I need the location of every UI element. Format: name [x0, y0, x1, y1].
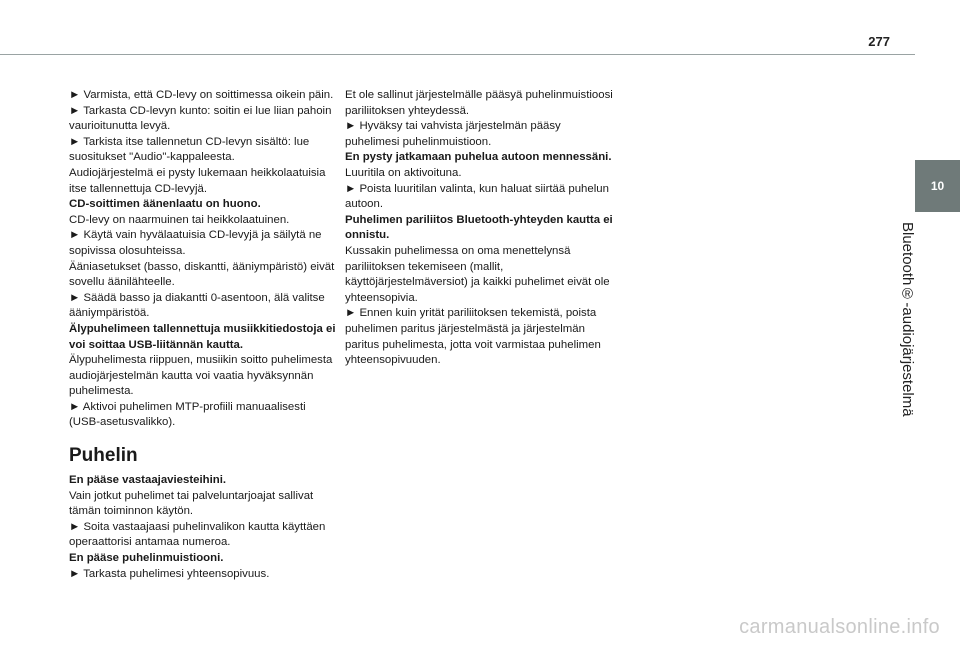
body-text: Audiojärjestelmä ei pysty lukemaan heikkolaatuisia itse tallennettuja CD-levyjä.: [69, 166, 326, 195]
subheading: CD-soittimen äänenlaatu on huono.: [69, 198, 261, 211]
body-text: ► Tarkasta CD-levyn kunto: soitin ei lue liian pahoin vaurioitunutta levyä.: [69, 104, 332, 133]
body-text: ► Käytä vain hyvälaatuisia CD-levyjä ja säilytä ne sopivissa olosuhteissa.: [69, 229, 322, 257]
header-divider: [0, 54, 915, 55]
left-column: [69, 88, 337, 582]
body-text: Ääniasetukset (basso, diskantti, ääniympäristö) eivät sovellu äänilähteelle.: [69, 260, 335, 289]
body-text: ► Tarkasta puhelimesi yhteensopivuus.: [69, 567, 270, 580]
right-column: [345, 88, 613, 369]
subheading: En pääse puhelinmuistiooni.: [69, 552, 224, 565]
left-paragraphs-top: [69, 88, 337, 431]
chapter-number: 10: [930, 179, 945, 193]
body-text: CD-levy on naarmuinen tai heikkolaatuinen.: [69, 213, 290, 226]
left-paragraphs-bottom: [69, 473, 337, 582]
body-text: ► Ennen kuin yrität pariliitoksen tekemistä, poista puhelimen paritus järjestelmästä ja järjestelmän paritus puhelimesta, jotta voit varmistaa puhelimen yhteensopivuuden.: [345, 307, 601, 367]
subheading: En pääse vastaajaviesteihini.: [69, 474, 227, 487]
subheading: En pysty jatkamaan puhelua autoon mennessäni.: [345, 151, 612, 164]
body-text: ► Aktivoi puhelimen MTP-profiili manuaalisesti (USB-asetusvalikko).: [69, 400, 306, 429]
subheading: Puhelimen pariliitos Bluetooth-yhteyden kautta ei onnistu.: [345, 213, 613, 242]
body-text: ► Poista luuritilan valinta, kun haluat siirtää puhelun autoon.: [345, 182, 609, 211]
body-text: ► Varmista, että CD-levy on soittimessa oikein päin.: [69, 89, 334, 101]
subheading: Älypuhelimeen tallennettuja musiikkitiedostoja ei voi soittaa USB-liitännän kautta.: [69, 322, 336, 351]
body-text: ► Soita vastaajaasi puhelinvalikon kautta käyttäen operaattorisi antamaa numeroa.: [69, 520, 326, 549]
body-text: Et ole sallinut järjestelmälle pääsyä puhelinmuistioosi pariliitoksen yhteydessä.: [345, 89, 613, 117]
page-number: 277: [868, 34, 890, 49]
body-text: Vain jotkut puhelimet tai palveluntarjoajat sallivat tämän toiminnon käytön.: [69, 489, 314, 518]
chapter-title: Bluetooth®-audiojärjestelmä: [899, 222, 916, 417]
body-text: ► Säädä basso ja diakantti 0-asentoon, älä valitse ääniympäristöä.: [69, 291, 325, 320]
watermark: carmanualsonline.info: [739, 616, 940, 638]
body-text: Älypuhelimesta riippuen, musiikin soitto puhelimesta audiojärjestelmän kautta voi vaatia hyväksynnän puhelimesta.: [69, 354, 333, 398]
body-text: ► Hyväksy tai vahvista järjestelmän pääsy puhelimesi puhelinmuistioon.: [345, 120, 561, 148]
right-paragraphs: [345, 88, 613, 369]
body-text: ► Tarkista itse tallennetun CD-levyn sisältö: lue suositukset "Audio"-kappaleesta.: [69, 135, 310, 164]
body-text: Kussakin puhelimessa on oma menettelynsä pariliitoksen tekemiseen (mallit, käyttöjärjestelmäversiot) ja kaikki puhelimet eivät ole yhteensopivia.: [345, 244, 610, 304]
body-text: Luuritila on aktivoituna.: [345, 166, 462, 179]
chapter-tab: [915, 160, 960, 212]
section-heading-puhelin: Puhelin: [69, 445, 138, 467]
